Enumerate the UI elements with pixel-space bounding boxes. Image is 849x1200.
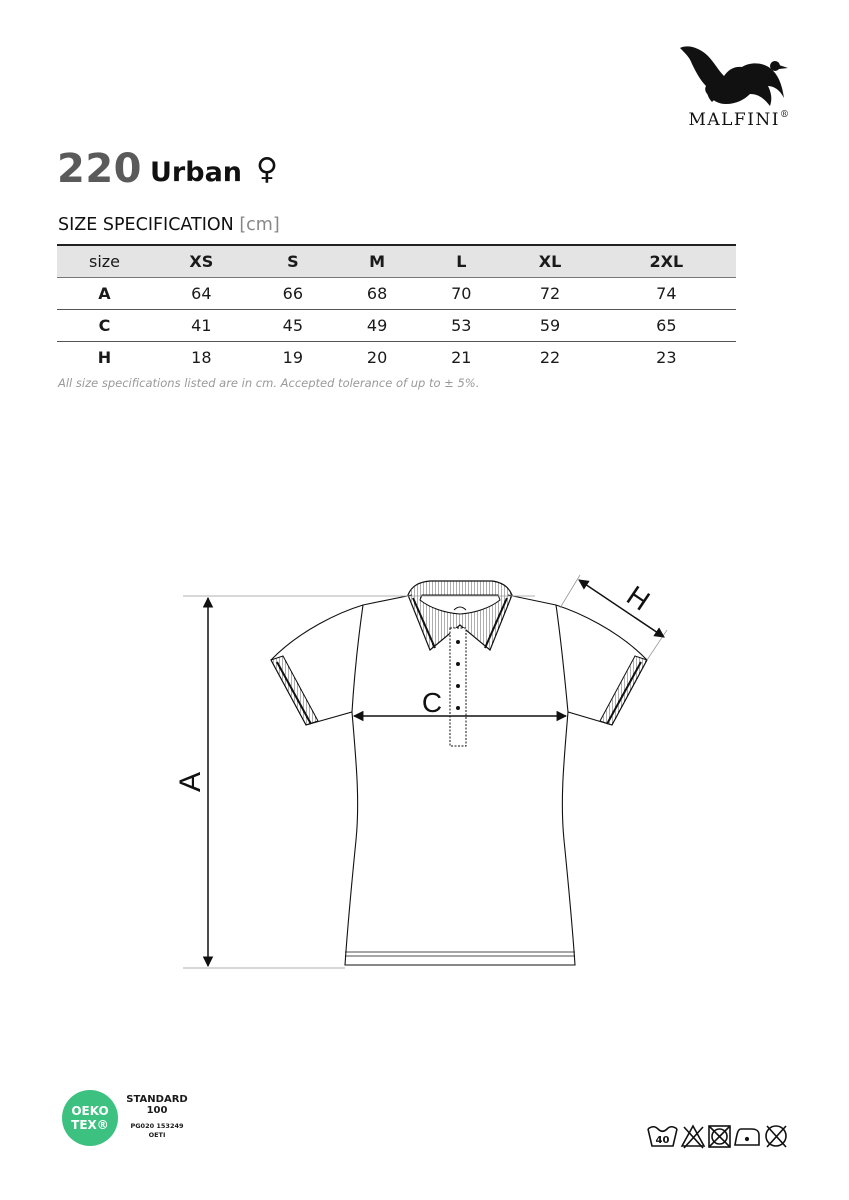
product-name: Urban xyxy=(150,157,243,188)
column-header-size: size xyxy=(57,245,152,278)
table-row xyxy=(57,342,736,374)
table-cell: 23 xyxy=(656,348,677,367)
column-header-l: L xyxy=(419,245,503,278)
table-cell: 72 xyxy=(503,278,596,310)
iron-low-icon xyxy=(735,1129,759,1145)
brand-wordmark: MALFINI® xyxy=(688,110,791,130)
column-header-xs: XS xyxy=(152,245,251,278)
size-table xyxy=(57,244,736,373)
brand-logo xyxy=(672,40,802,135)
row-label: C xyxy=(57,310,152,342)
heading-unit: [cm] xyxy=(239,215,280,235)
oeko-standard-text xyxy=(118,1094,196,1116)
table-cell: 21 xyxy=(451,348,472,367)
size-specification-heading xyxy=(58,215,280,235)
placket xyxy=(450,628,466,746)
table-cell: 66 xyxy=(251,278,335,310)
oeko-badge-line1: OEKO xyxy=(71,1104,109,1118)
column-header-xl: XL xyxy=(503,245,596,278)
label-c: C xyxy=(421,687,443,718)
measurement-h xyxy=(560,575,667,660)
table-cell: 18 xyxy=(191,348,212,367)
oeko-certificate-code xyxy=(118,1122,196,1140)
column-header-s: S xyxy=(251,245,335,278)
polo-shirt-diagram xyxy=(170,565,690,985)
eagle-logo-icon xyxy=(678,40,793,110)
standard-line2: 100 xyxy=(146,1105,168,1116)
column-header-m: M xyxy=(335,245,419,278)
table-cell: 74 xyxy=(597,278,736,310)
care-symbols xyxy=(646,1121,801,1151)
table-cell: 59 xyxy=(503,310,596,342)
table-cell: 41 xyxy=(152,310,251,342)
table-cell: 19 xyxy=(282,348,304,367)
table-row xyxy=(57,278,736,310)
table-cell: 68 xyxy=(335,278,419,310)
row-label: H xyxy=(97,348,112,367)
heading-text: SIZE SPECIFICATION xyxy=(58,215,234,235)
code-line2: OETI xyxy=(148,1131,166,1139)
female-symbol-icon: ♀ xyxy=(256,152,278,187)
no-dry-clean-icon xyxy=(766,1126,786,1147)
row-label: A xyxy=(57,278,152,310)
label-a: A xyxy=(174,771,207,793)
table-cell: 64 xyxy=(152,278,251,310)
table-cell: 45 xyxy=(251,310,335,342)
table-row xyxy=(57,310,736,342)
tolerance-note: All size specifications listed are in cm. Accepted tolerance of up to ± 5%. xyxy=(58,376,480,390)
no-bleach-icon xyxy=(682,1126,704,1148)
table-cell: 49 xyxy=(335,310,419,342)
wash-40-icon xyxy=(648,1127,677,1146)
table-cell: 22 xyxy=(539,348,561,367)
svg-text:40: 40 xyxy=(655,1135,670,1146)
standard-line1: STANDARD xyxy=(126,1094,188,1105)
table-header-row xyxy=(57,245,736,278)
column-header-2xl: 2XL xyxy=(597,245,736,278)
measurement-a xyxy=(174,596,535,968)
code-line1: PG020 153249 xyxy=(130,1122,184,1130)
no-tumble-dry-icon xyxy=(709,1126,730,1147)
oeko-tex-badge xyxy=(62,1090,118,1146)
table-cell: 20 xyxy=(366,348,388,367)
label-h: H xyxy=(621,579,656,617)
table-cell: 70 xyxy=(419,278,503,310)
table-cell: 65 xyxy=(597,310,736,342)
product-code: 220 xyxy=(57,146,142,192)
table-cell: 53 xyxy=(419,310,503,342)
oeko-badge-line2: TEX® xyxy=(71,1118,109,1132)
